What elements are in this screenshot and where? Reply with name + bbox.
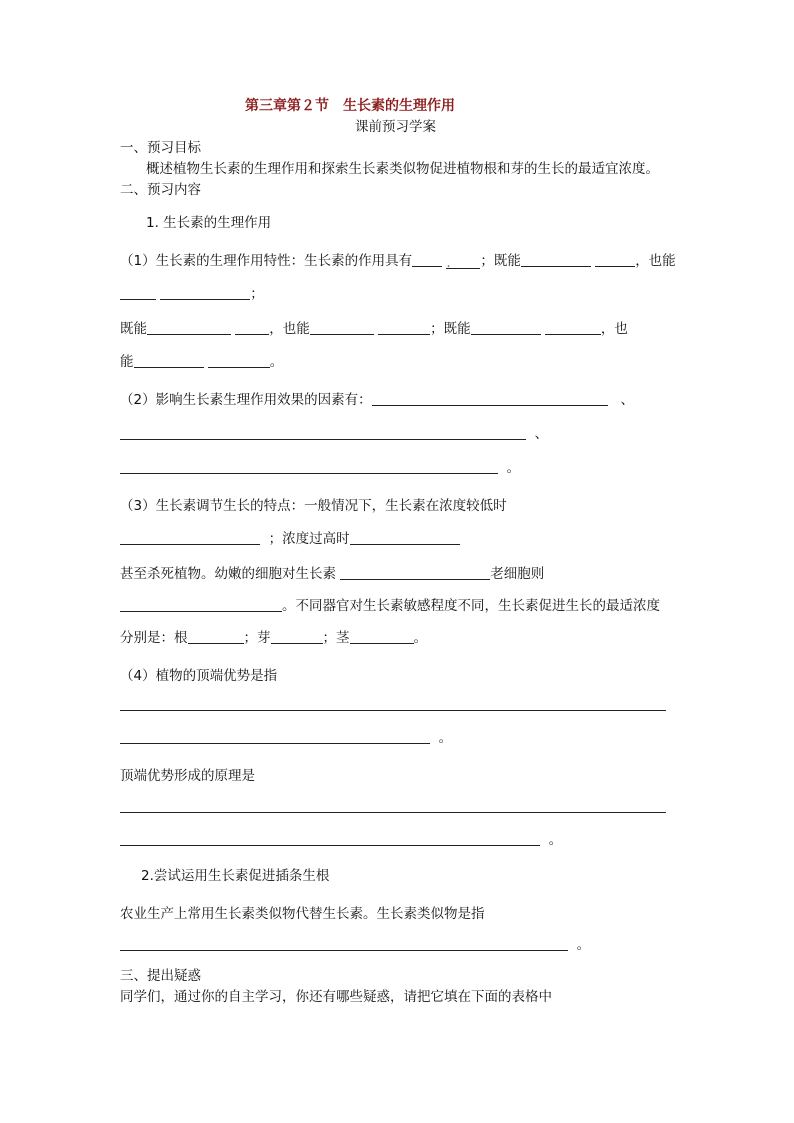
q1-line-1 — [120, 252, 676, 270]
blank-field[interactable] — [412, 252, 442, 267]
q4-end-2: 。 — [548, 832, 563, 848]
q1-mark: . — [446, 255, 451, 271]
blank-field[interactable] — [471, 320, 541, 335]
q2-end: 。 — [506, 460, 521, 476]
q1-p6: ，也能 — [269, 321, 310, 337]
section-goals-text: 概述植物生长素的生理作用和探索生长素类似物促进植物根和芽的生长的最适宜浓度。 — [146, 161, 659, 177]
item-2-heading: 2.尝试运用生长素促进插条生根 — [141, 868, 330, 884]
section-questions-text: 同学们，通过你的自主学习，你还有哪些疑惑，请把它填在下面的表格中 — [120, 989, 552, 1005]
q3-p7: ；芽 — [243, 630, 271, 646]
item-2-text: 农业生产上常用生长素类似物代替生长素。生长素类似物是指 — [120, 906, 485, 922]
blank-field[interactable] — [350, 530, 460, 545]
q3-p9: 。 — [413, 630, 427, 646]
q3-p3: 甚至杀死植物。幼嫩的细胞对生长素 — [120, 566, 336, 582]
blank-field[interactable] — [378, 320, 430, 335]
blank-field[interactable] — [120, 729, 430, 744]
q3-line-4 — [120, 597, 660, 615]
blank-field[interactable] — [446, 254, 480, 269]
q3-line-1: （3）生长素调节生长的特点：一般情况下，生长素在浓度较低时 — [120, 498, 507, 514]
q2-line-1 — [120, 391, 634, 409]
blank-field[interactable] — [120, 936, 568, 951]
blank-field[interactable] — [310, 320, 374, 335]
q3-line-2 — [120, 530, 460, 548]
q3-line-5 — [120, 629, 427, 647]
q4-lead: （4）植物的顶端优势是指 — [120, 668, 278, 684]
q1-p5: 既能 — [120, 321, 147, 337]
q1-lead: （1）生长素的生理作用特性：生长素的作用具有 — [120, 253, 413, 269]
q2-line-3 — [120, 459, 520, 477]
q2-sep-2: 、 — [534, 426, 549, 442]
q3-p4: 老细胞则 — [490, 566, 545, 582]
blank-field[interactable] — [595, 252, 635, 267]
blank-field[interactable] — [372, 391, 608, 406]
q1-p10: 。 — [269, 354, 284, 370]
q1-p4: ； — [250, 286, 264, 302]
q4-principle: 顶端优势形成的原理是 — [120, 768, 255, 784]
section-goals-heading: 一、预习目标 — [120, 140, 201, 156]
q1-line-4 — [120, 353, 283, 371]
blank-field[interactable] — [545, 320, 601, 335]
q1-p7: ；既能 — [430, 321, 471, 337]
blank-field[interactable] — [147, 320, 231, 335]
blank-field[interactable] — [208, 353, 270, 368]
q2-line-2 — [120, 425, 548, 443]
answer-line[interactable] — [120, 710, 666, 711]
q1-line-2 — [120, 285, 264, 303]
item-2-line — [120, 936, 590, 954]
blank-field[interactable] — [120, 530, 260, 545]
page-subtitle: 课前预习学案 — [355, 119, 436, 135]
blank-field[interactable] — [188, 629, 244, 644]
blank-field[interactable] — [120, 425, 526, 440]
blank-field[interactable] — [350, 629, 414, 644]
q3-p5: 。不同器官对生长素敏感程度不同，生长素促进生长的最适浓度 — [282, 598, 660, 614]
q3-line-3 — [120, 565, 544, 583]
q1-p2: ；既能 — [480, 253, 521, 269]
q1-p8: ，也 — [600, 321, 628, 337]
q4-line-2 — [120, 729, 452, 747]
q2-sep-1: 、 — [620, 392, 634, 408]
blank-field[interactable] — [235, 320, 269, 335]
q1-line-3 — [120, 320, 628, 338]
q2-lead: （2）影响生长素生理作用效果的因素有： — [120, 392, 372, 408]
blank-field[interactable] — [271, 629, 323, 644]
item-2-end: 。 — [576, 937, 591, 953]
section-questions-heading: 三、提出疑惑 — [120, 968, 201, 984]
answer-line[interactable] — [120, 812, 666, 813]
blank-field[interactable] — [340, 565, 490, 580]
blank-field[interactable] — [120, 831, 540, 846]
blank-field[interactable] — [120, 597, 282, 612]
q4-line-4 — [120, 831, 562, 849]
q3-p2: ；浓度过高时 — [268, 531, 350, 547]
blank-field[interactable] — [521, 252, 591, 267]
item-1-heading: 1. 生长素的生理作用 — [146, 215, 272, 231]
blank-field[interactable] — [120, 285, 156, 300]
blank-field[interactable] — [120, 459, 498, 474]
section-content-heading: 二、预习内容 — [120, 182, 201, 198]
blank-field[interactable] — [134, 353, 204, 368]
q3-p8: ；茎 — [322, 630, 350, 646]
q4-end-1: 。 — [438, 730, 453, 746]
q3-p6: 分别是：根 — [120, 630, 188, 646]
q1-p9: 能 — [120, 354, 134, 370]
q1-p3: ，也能 — [635, 253, 676, 269]
blank-field[interactable] — [160, 285, 250, 300]
page-title: 第三章第２节 生长素的生理作用 — [245, 98, 455, 114]
